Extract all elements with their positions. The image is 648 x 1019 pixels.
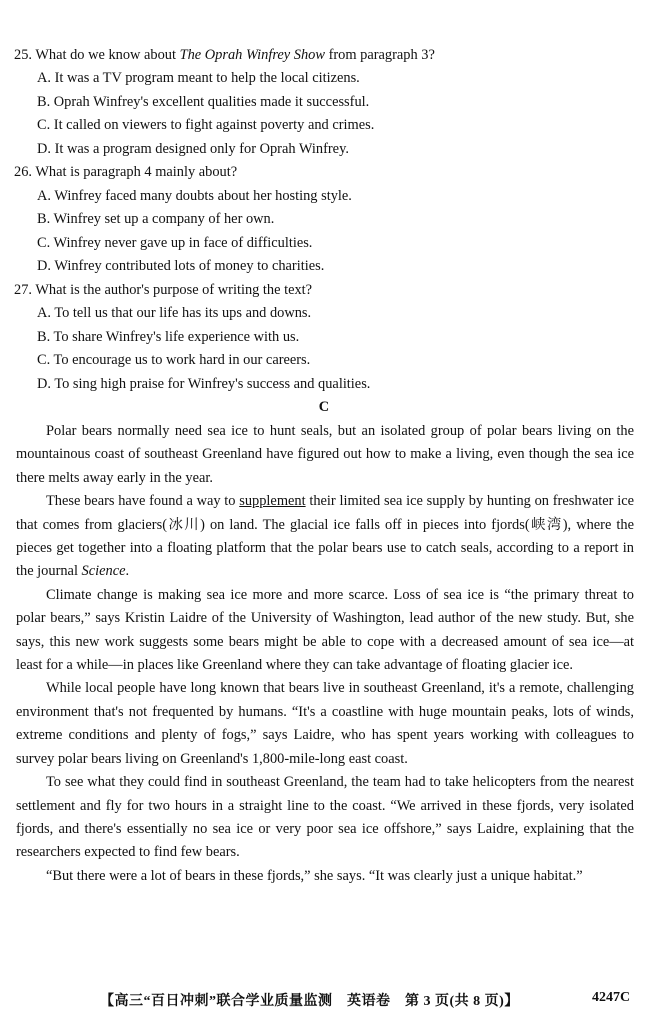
question-25-option-a: A. It was a TV program meant to help the local citizens. (37, 70, 360, 86)
passage-c (16, 420, 634, 888)
paragraph-2 (16, 490, 634, 584)
question-27-option-d: D. To sing high praise for Winfrey's success and qualities. (37, 376, 371, 392)
paragraph-4: While local people have long known that bears live in southeast Greenland, it's a remote, challenging environment that's not frequented by humans. “It's a coastline with huge mountain peaks, lots of winds, extreme conditions and plenty of fogs,” says Laidre, who has spent years working with colleagues to survey polar bears living on Greenland's 1,800-mile-long east coast. (16, 680, 634, 767)
para-text: their limited sea ice supply by hunting on freshwater ice that comes from glaciers(冰川) on land. The glacial ice falls off in pieces into fjords(峡湾), where the pieces get together into a floating platform that the polar bears use to catch seals, according to a report in the journal (16, 493, 634, 580)
question-26-stem: 26. What is paragraph 4 mainly about? (14, 164, 238, 180)
underlined-word: supplement (239, 493, 306, 510)
question-25-option-d: D. It was a program designed only for Oprah Winfrey. (37, 141, 349, 157)
question-25-option-b: B. Oprah Winfrey's excellent qualities made it successful. (37, 94, 370, 110)
question-27-option-c: C. To encourage us to work hard in our careers. (37, 352, 311, 368)
stem-text: from paragraph 3? (324, 47, 435, 63)
para-text: . (125, 563, 130, 580)
question-25-stem (14, 47, 435, 64)
paragraph-3: Climate change is making sea ice more and more scarce. Loss of sea ice is “the primary threat to polar bears,” says Kristin Laidre of the University of Washington, lead author of the new study. But, she says, this new work suggests some bears might be able to cope with a decreased amount of sea ice—at least for a while—in places like Greenland where they can take advantage of floating glacier ice. (16, 586, 634, 674)
question-26-option-d: D. Winfrey contributed lots of money to charities. (37, 258, 325, 274)
stem-text: 25. What do we know about (14, 47, 180, 63)
journal-name: Science (81, 563, 126, 580)
question-25-option-c: C. It called on viewers to fight against poverty and crimes. (37, 117, 375, 133)
question-26-option-c: C. Winfrey never gave up in face of difficulties. (37, 235, 313, 251)
paragraph-1: Polar bears normally need sea ice to hunt seals, but an isolated group of polar bears living on the mountainous coast of southeast Greenland have figured out how to make a living, even though the sea ice there melts away early in the year. (16, 423, 634, 486)
paragraph-6: “But there were a lot of bears in these fjords,” she says. “It was clearly just a unique habitat.” (46, 867, 583, 884)
paper-code: 4247C (592, 990, 631, 1005)
question-26-option-b: B. Winfrey set up a company of her own. (37, 211, 275, 227)
para-text: These bears have found a way to (46, 493, 240, 510)
question-26-option-a: A. Winfrey faced many doubts about her hosting style. (37, 188, 352, 204)
footer-title: 【高三“百日冲刺”联合学业质量监测 英语卷 第 3 页(共 8 页)】 (100, 994, 519, 1009)
question-27-option-b: B. To share Winfrey's life experience with us. (37, 329, 300, 345)
show-title: The Oprah Winfrey Show (179, 47, 325, 63)
question-27-option-a: A. To tell us that our life has its ups and downs. (37, 305, 312, 321)
paragraph-5: To see what they could find in southeast Greenland, the team had to take helicopters from the nearest settlement and fly for two hours in a straight line to the coast. “We arrived in these fjords, very isolated fjords, and there's essentially no sea ice or very poor sea ice offshore,” says Laidre, explaining that the researchers expected to find few bears. (16, 774, 634, 861)
section-title: C (318, 399, 330, 415)
question-27-stem: 27. What is the author's purpose of writing the text? (14, 282, 313, 298)
